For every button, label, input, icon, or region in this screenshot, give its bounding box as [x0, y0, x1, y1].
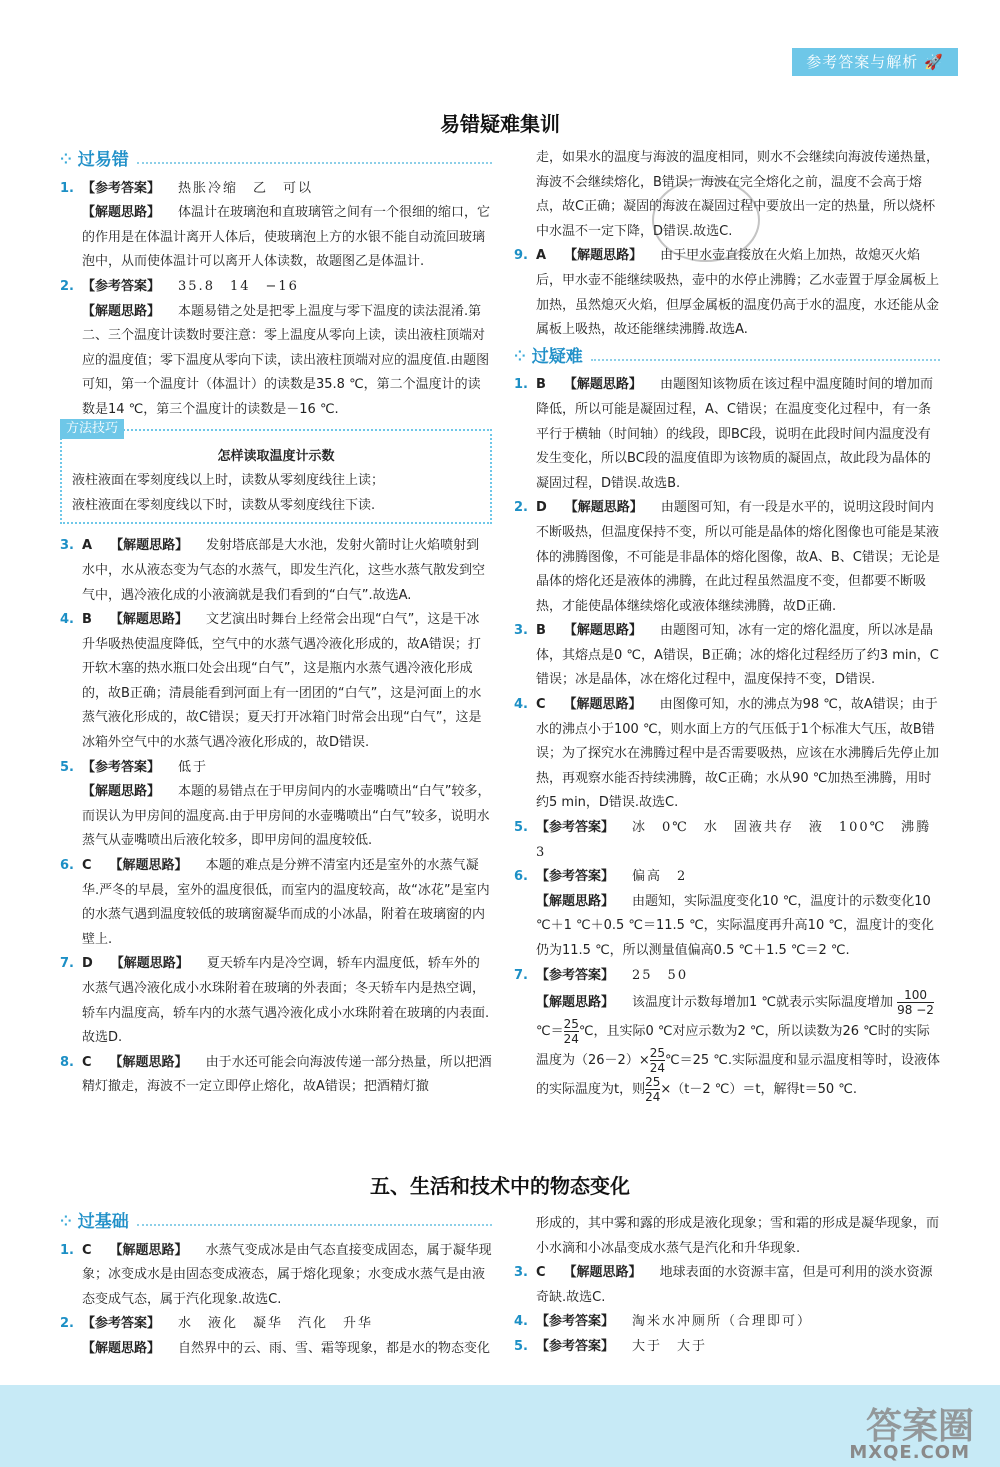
answer-item — [514, 496, 940, 619]
method-title: 怎样读取温度计示数 — [217, 448, 335, 464]
think-text: 水蒸气变成冰是由气态直接变成固态，属于凝华现象；冰变成水是由固态变成液态，属于熔化现象；水变成水蒸气是由液态变成气态，属于汽化现象.故选C. — [82, 1242, 492, 1307]
fraction — [645, 1075, 660, 1104]
answer-text: 淘米水冲厕所（合理即可） — [632, 1314, 813, 1330]
answer-item — [514, 619, 940, 693]
item-number: 8. — [60, 1054, 74, 1070]
think-text: 本题的难点是分辨不清室内还是室外的水蒸气凝华.严冬的早晨，室外的温度很低，而室内的温度较高，故“冰花”是室内的水蒸气遇到温度较低的玻璃窗凝华而成的小冰晶，附着在玻璃窗的内壁上. — [82, 858, 490, 947]
section-header-yinan — [514, 345, 940, 370]
bottom-right-column — [514, 1212, 940, 1360]
header-tab-label: 参考答案与解析 — [806, 53, 919, 71]
answer-letter: C — [82, 858, 92, 874]
answer-tag: 【参考答案】 — [536, 820, 615, 836]
divider — [137, 1224, 492, 1226]
right-column — [514, 146, 947, 1105]
item-number: 2. — [514, 500, 528, 516]
section-header-jichu — [60, 1210, 492, 1235]
think-text: 由于水还可能会向海波传递一部分热量，所以把酒精灯撤走，海波不一定立即停止熔化，故A错误；把酒精灯撤 — [82, 1054, 492, 1095]
think-text: 由题图知该物质在该过程中温度随时间的增加而降低，所以可能是凝固过程，A、C错误；在温度变化过程中，有一条平行于横轴（时间轴）的线段，即BC段，说明在此段时间内温度没有发生变化，所以BC段的温度值即为该物质的凝固点，故此段为晶体的凝固过程，D错误.故选B. — [536, 377, 933, 491]
think-text: 夏天轿车内是冷空调，轿车内温度低，轿车外的水蒸气遇冷液化成小水珠附着在玻璃的外表面；冬天轿车内是热空调，轿车内温度高，轿车内的水蒸气遇冷液化成小水珠附着在玻璃的内表面.故选D. — [82, 956, 490, 1046]
item-number: 3. — [514, 1265, 528, 1281]
continued-text: 形成的，其中雾和露的形成是液化现象；雪和霜的形成是凝华现象，而小水滴和小冰晶变成水蒸气是汽化和升华现象. — [536, 1216, 940, 1256]
answer-item — [60, 854, 492, 952]
answer-text: 低于 — [178, 759, 209, 775]
think-text: ℃，且实际0 ℃对应示数为2 ℃，所以读数为26 ℃时的实际温度为（26－2）× — [536, 1024, 930, 1069]
item-number: 1. — [60, 180, 74, 196]
think-text: 本题的易错点在于甲房间内的水壶嘴喷出“白气”较多，而误认为甲房间的温度高.由于甲房间的水壶嘴喷出“白气”较多，说明水蒸气从壶嘴喷出后液化较多，即甲房间的温度较低. — [82, 784, 491, 849]
answer-item — [60, 608, 492, 756]
answer-item — [514, 1261, 940, 1310]
item-number: 1. — [514, 377, 528, 393]
section-title: 五、生活和技术中的物态变化 — [370, 1174, 630, 1198]
item-number: 5. — [514, 820, 528, 836]
think-text: ℃＝ — [536, 1024, 564, 1040]
method-line: 液柱液面在零刻度线以上时，读数从零刻度线往上读； — [72, 473, 385, 489]
think-text: 本题易错之处是把零上温度与零下温度的读法混淆.第二、三个温度计读数时要注意：零上温度从零向上读，读出液柱顶端对应的温度值；零下温度从零向下读，读出液柱顶端对应的温度值.由题图可知，第一个温度计（体温计）的读数是35.8 ℃，第二个温度计的读数是14 ℃，第三个温度计的读数是－16 ℃. — [82, 303, 490, 417]
watermark-logo: 答案圈 — [865, 1406, 974, 1447]
think-tag: 【解题思路】 — [536, 893, 615, 909]
watermark-url: MXQE.COM — [849, 1442, 970, 1463]
answer-tag: 【参考答案】 — [536, 869, 615, 885]
answer-tag: 【参考答案】 — [536, 1338, 615, 1354]
answer-letter: C — [536, 1265, 546, 1281]
answer-tag: 【参考答案】 — [82, 180, 161, 196]
answer-tag: 【参考答案】 — [82, 278, 161, 294]
think-tag: 【解题思路】 — [110, 538, 189, 554]
think-text: 由题图可知，有一段是水平的，说明这段时间内不断吸热，但温度保持不变，所以可能是晶体的熔化图像也可能是某液体的沸腾图像，不可能是非晶体的熔化图像，故A、B、C错误；无论是晶体的熔化还是液体的沸腾，在此过程虽然温度不变，但都要不断吸热，才能使晶体继续熔化或液体继续沸腾，故D正确. — [536, 500, 940, 614]
think-text: 文艺演出时舞台上经常会出现“白气”，这是干冰升华吸热使温度降低，空气中的水蒸气遇冷液化形成的，故A错误；打开软木塞的热水瓶口处会出现“白气”，这是瓶内水蒸气遇冷液化形成的，故B正确；清晨能看到河面上有一团团的“白气”，这是河面上的水蒸气液化形成的，故C错误；夏天打开冰箱门时常会出现“白气”，这是冰箱外空气中的水蒸气遇冷液化形成的，故D错误. — [82, 612, 482, 751]
think-tag: 【解题思路】 — [564, 500, 643, 516]
think-text: 地球表面的水资源丰富，但是可利用的淡水资源奇缺.故选C. — [536, 1265, 933, 1305]
think-tag: 【解题思路】 — [563, 377, 642, 393]
dots-icon: ⁘ — [60, 1214, 72, 1230]
think-text: 由题知，实际温度变化10 ℃，温度计的示数变化10 ℃＋1 ℃＋0.5 ℃＝11.5 ℃，实际温度再升高10 ℃，温度计的变化仍为11.5 ℃，所以测量值偏高0.5 ℃＋1.5 ℃＝2 ℃. — [536, 893, 934, 958]
fraction-denominator: 24 — [645, 1090, 661, 1105]
method-box — [60, 420, 492, 525]
item-number: 7. — [514, 967, 528, 983]
fraction-numerator: 25 — [645, 1075, 661, 1090]
answer-item — [60, 756, 492, 854]
think-tag: 【解题思路】 — [109, 612, 188, 628]
stamp-mark — [652, 178, 760, 262]
answer-item — [60, 952, 492, 1050]
answer-text: 偏高 2 — [632, 869, 688, 885]
answer-letter: D — [82, 956, 93, 972]
method-label: 方法技巧 — [60, 419, 124, 439]
answer-item — [60, 534, 492, 608]
continued-text: 走，如果水的温度与海波的温度相同，则水不会继续向海波传递热量，海波不会继续熔化，B错误；海波在完全熔化之前，温度不会高于熔点，故C正确；凝固的海波在凝固过程中要放出一定的热量，所以烧杯中水温不一定下降，D错误.故选C. — [536, 150, 940, 239]
item-number: 2. — [60, 1316, 74, 1332]
think-text: 由于甲水壶直接放在火焰上加热，故熄灭火焰后，甲水壶不能继续吸热，壶中的水停止沸腾；乙水壶置于厚金属板上加热，虽然熄灭火焰，但厚金属板的温度仍高于水的温度，水还能从金属板上吸热，故还能继续沸腾.故选A. — [536, 248, 940, 338]
section-header-yicuo — [60, 148, 492, 173]
think-text: 该温度计示数每增加1 ℃就表示实际温度增加 — [632, 995, 894, 1011]
item-number: 6. — [60, 858, 74, 874]
fraction-numerator: 25 — [649, 1046, 665, 1061]
answer-text: 35.8 14 −16 — [178, 278, 299, 294]
divider — [137, 162, 492, 164]
section-label: 过基础 — [77, 1212, 129, 1232]
answer-letter: A — [82, 538, 93, 554]
bottom-left-column — [60, 1208, 492, 1362]
rocket-icon: 🚀 — [924, 53, 944, 71]
answer-letter: D — [536, 500, 547, 516]
answer-text: 大于 大于 — [632, 1338, 708, 1354]
item-number: 5. — [60, 759, 74, 775]
answer-item — [514, 1310, 940, 1335]
think-text: 由图像可知，水的沸点为98 ℃，故A错误；由于水的沸点小于100 ℃，则水面上方的气压低于1个标准大气压，故B错误；为了探究水在沸腾过程中是否需要吸热，应该在水沸腾后先停止加热，再观察水能否持续沸腾，故C正确；水从90 ℃加热至沸腾，用时约5 min，D错误.故选C. — [536, 697, 940, 811]
answer-tag: 【参考答案】 — [536, 967, 615, 983]
answer-letter: B — [536, 377, 546, 393]
answer-text: 冰 0℃ 水 固液共存 液 100℃ 沸腾 3 — [536, 820, 947, 860]
dots-icon: ⁘ — [60, 152, 72, 168]
think-tag: 【解题思路】 — [82, 303, 161, 319]
answer-text: 热胀冷缩 乙 可以 — [178, 180, 314, 196]
fraction — [650, 1046, 665, 1075]
fraction-denominator: 24 — [563, 1032, 579, 1047]
answer-item — [60, 177, 492, 275]
think-text: ℃＝25 ℃.实际温度和显示温度相等时，设液体的实际温度为t，则 — [536, 1053, 941, 1098]
item-number: 2. — [60, 278, 74, 294]
answer-tag: 【参考答案】 — [536, 1314, 615, 1330]
method-line: 液柱液面在零刻度线以下时，读数从零刻度线往下读. — [72, 497, 376, 513]
answer-letter: A — [536, 248, 547, 264]
think-tag: 【解题思路】 — [82, 205, 161, 221]
header-tab — [792, 48, 958, 76]
think-tag: 【解题思路】 — [109, 1242, 188, 1258]
answer-letter: C — [82, 1242, 92, 1258]
think-text: 由题图可知，冰有一定的熔化温度，所以冰是晶体，其熔点是0 ℃，A错误，B正确；冰的熔化过程经历了约3 min，C错误；冰是晶体，冰在熔化过程中，温度保持不变，D错误. — [536, 623, 939, 688]
fraction — [897, 988, 934, 1017]
think-tag: 【解题思路】 — [563, 697, 642, 713]
answer-item — [60, 1312, 492, 1361]
item-number: 4. — [60, 612, 74, 628]
item-number: 4. — [514, 1314, 528, 1330]
dots-icon: ⁘ — [514, 348, 526, 365]
item-number: 7. — [60, 956, 74, 972]
think-tag: 【解题思路】 — [109, 1054, 188, 1070]
page-title: 易错疑难集训 — [440, 112, 560, 136]
answer-item — [514, 865, 940, 963]
answer-item — [60, 275, 492, 423]
item-number: 6. — [514, 869, 528, 885]
think-tag: 【解题思路】 — [109, 858, 188, 874]
answer-item — [514, 373, 940, 496]
answer-tag: 【参考答案】 — [82, 1316, 161, 1332]
fraction-numerator: 100 — [897, 988, 934, 1003]
section-label: 过易错 — [77, 150, 129, 170]
fraction-numerator: 25 — [563, 1017, 579, 1032]
answer-text: 水 液化 凝华 汽化 升华 — [178, 1316, 374, 1332]
think-tag: 【解题思路】 — [82, 1340, 161, 1356]
fraction-denominator: 24 — [649, 1061, 665, 1076]
divider — [591, 359, 940, 361]
answer-letter: C — [82, 1054, 92, 1070]
answer-letter: B — [536, 623, 546, 639]
fraction-denominator: 98 −2 — [897, 1003, 934, 1018]
answer-letter: C — [536, 697, 546, 713]
think-text: ×（t－2 ℃）＝t，解得t＝50 ℃. — [660, 1082, 857, 1098]
answer-item — [514, 693, 940, 816]
think-tag: 【解题思路】 — [110, 956, 189, 972]
answer-text: 25 50 — [632, 967, 689, 983]
answer-item — [60, 1051, 492, 1100]
item-number: 4. — [514, 697, 528, 713]
answer-tag: 【参考答案】 — [82, 759, 161, 775]
think-tag: 【解题思路】 — [82, 784, 161, 800]
left-column — [60, 146, 492, 1100]
answer-item — [514, 816, 947, 865]
think-tag: 【解题思路】 — [563, 1265, 642, 1281]
think-tag: 【解题思路】 — [564, 248, 643, 264]
section-label: 过疑难 — [531, 346, 583, 367]
item-number: 1. — [60, 1242, 74, 1258]
answer-letter: B — [82, 612, 92, 628]
think-tag: 【解题思路】 — [536, 995, 615, 1011]
item-number: 3. — [514, 623, 528, 639]
think-tag: 【解题思路】 — [563, 623, 642, 639]
think-text: 体温计在玻璃泡和直玻璃管之间有一个很细的缩口，它的作用是在体温计离开人体后，使玻璃泡上方的水银不能自动流回玻璃泡中，从而使体温计可以离开人体读数，故题图乙是体温计. — [82, 205, 491, 270]
answer-item — [60, 1239, 492, 1313]
think-text: 自然界中的云、雨、雪、霜等现象，都是水的物态变化 — [178, 1340, 491, 1356]
item-number: 5. — [514, 1338, 528, 1354]
think-text: 发射塔底部是大水池，发射火箭时让火焰喷射到水中，水从液态变为气态的水蒸气，即发生汽化，这些水蒸气散发到空气中，遇冷液化成的小液滴就是我们看到的“白气”.故选A. — [82, 538, 486, 603]
answer-item — [514, 244, 940, 342]
item-number: 9. — [514, 248, 528, 264]
fraction — [564, 1017, 579, 1046]
answer-item — [514, 1335, 940, 1360]
item-number: 3. — [60, 538, 74, 554]
answer-item — [514, 964, 940, 1105]
